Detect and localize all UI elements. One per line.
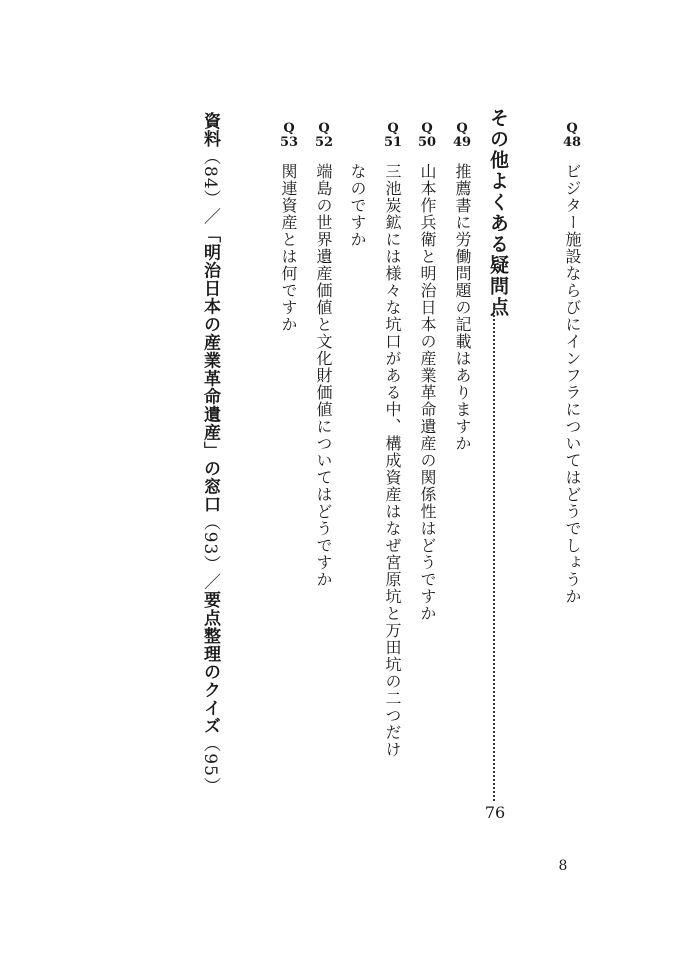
q50-text: 山本作兵衛と明治日本の産業革命遺産の関係性はどうですか bbox=[418, 163, 437, 622]
q52-text: 端島の世界遺産価値と文化財価値についてはどうですか bbox=[314, 163, 333, 588]
materials-line bbox=[198, 112, 223, 795]
q48-label bbox=[559, 122, 585, 150]
q-letter: Q bbox=[566, 121, 578, 136]
q-letter: Q bbox=[387, 121, 399, 136]
q51-text-line2: なのですか bbox=[348, 163, 367, 248]
leader-dots bbox=[493, 303, 495, 801]
q51-label bbox=[380, 122, 406, 150]
q-letter: Q bbox=[456, 121, 468, 136]
page-number: 8 bbox=[558, 858, 568, 874]
q-letter: Q bbox=[283, 121, 295, 136]
q53-text: 関連資産とは何ですか bbox=[279, 163, 298, 333]
q51-text-line1: 三池炭鉱には様々な坑口がある中、構成資産はなぜ宮原坑と万田坑の二つだけ bbox=[383, 163, 402, 758]
materials-page-3: （95） bbox=[200, 735, 220, 795]
q-number: 53 bbox=[279, 135, 299, 150]
q-letter: Q bbox=[318, 121, 330, 136]
q53-label bbox=[276, 122, 302, 150]
materials-title-window: 「明治日本の産業革命遺産」の窓口 bbox=[200, 225, 220, 514]
q49-label bbox=[449, 122, 475, 150]
q48-text: ビジター施設ならびにインフラについてはどうでしょうか bbox=[563, 163, 582, 605]
q-number: 49 bbox=[452, 135, 472, 150]
q-number: 51 bbox=[383, 135, 403, 150]
q52-label bbox=[311, 122, 337, 150]
materials-label: 資料 bbox=[200, 112, 220, 148]
q-number: 50 bbox=[417, 135, 437, 150]
separator: ／ bbox=[200, 207, 220, 226]
q-letter: Q bbox=[421, 121, 433, 136]
separator: ／ bbox=[200, 573, 220, 592]
q-number: 52 bbox=[314, 135, 334, 150]
q-number: 48 bbox=[562, 135, 582, 150]
materials-title-quiz: 要点整理のクイズ bbox=[200, 591, 220, 736]
materials-page-2: （93） bbox=[200, 513, 220, 574]
section-page-number: 76 bbox=[484, 803, 506, 822]
materials-page-1: （84） bbox=[200, 148, 220, 208]
section-heading: その他よくある疑問点 bbox=[487, 108, 509, 318]
q50-label bbox=[414, 122, 440, 150]
q49-text: 推薦書に労働問題の記載はありますか bbox=[453, 163, 472, 452]
